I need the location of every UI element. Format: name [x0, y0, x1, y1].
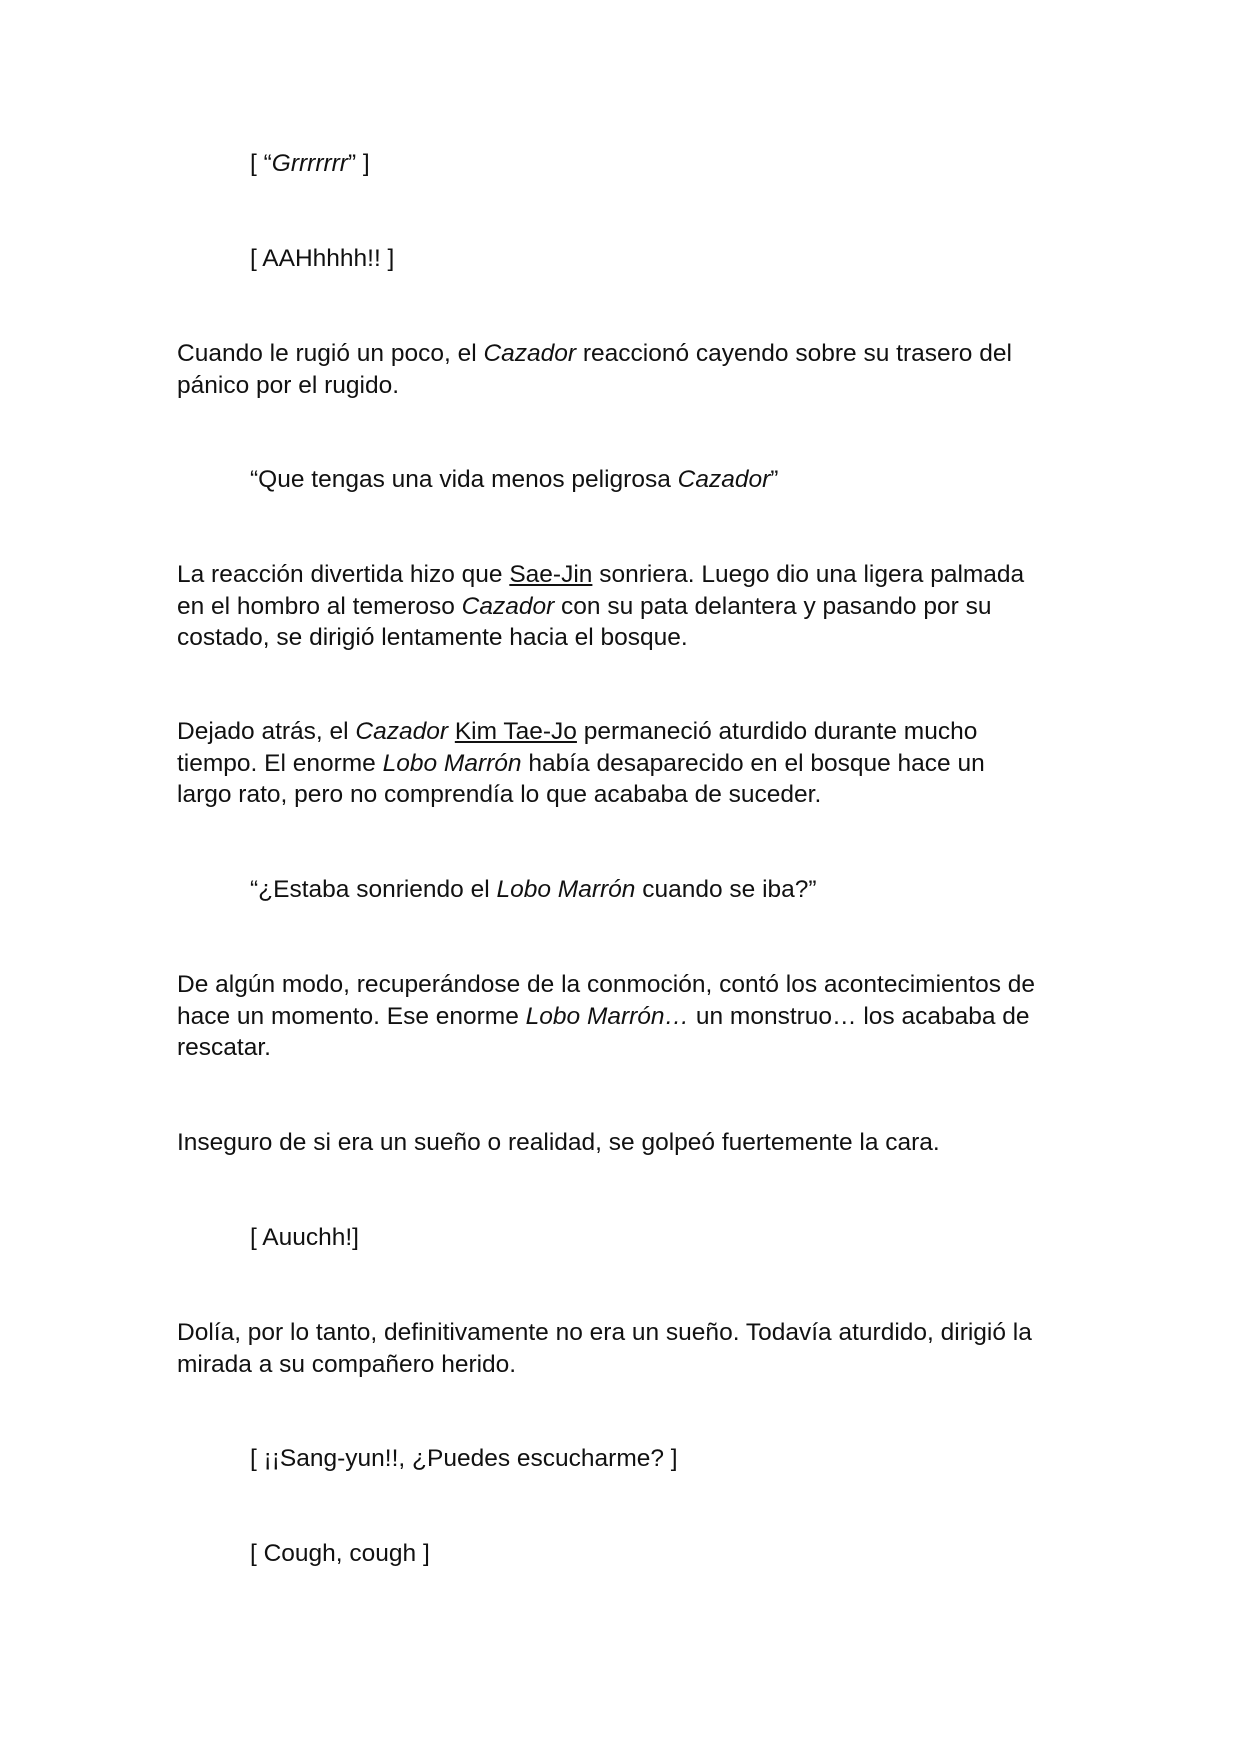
paragraph-line: costado, se dirigió lentamente hacia el bosque. [177, 624, 688, 651]
paragraph-line: Cuando le rugió un poco, el Cazador reaccionó cayendo sobre su trasero del [177, 340, 1012, 367]
paragraph-line: rescatar. [177, 1034, 271, 1061]
dialogue-ouch: [ Auuchh!] [250, 1224, 359, 1251]
dialogue-scream: [ AAHhhhh!! ] [250, 245, 395, 272]
paragraph-line: hace un momento. Ese enorme Lobo Marrón… un monstruo… los acababa de [177, 1002, 1030, 1030]
dialogue-sang-yun: [ ¡¡Sang-yun!!, ¿Puedes escucharme? ] [250, 1445, 678, 1472]
paragraph-recovering [177, 969, 1077, 1064]
paragraph-line: pánico por el rugido. [177, 371, 400, 399]
paragraph-line: De algún modo, recuperándose de la conmoción, contó los acontecimientos de [177, 971, 1036, 998]
paragraph-line: La reacción divertida hizo que Sae-Jin sonriera. Luego dio una ligera palmada [177, 561, 1025, 588]
paragraph-line: Inseguro de si era un sueño o realidad, se golpeó fuertemente la cara. [177, 1129, 940, 1156]
paragraph-line: Dejado atrás, el Cazador Kim Tae-Jo permaneció aturdido durante mucho [177, 718, 978, 745]
paragraph-line: mirada a su compañero herido. [177, 1350, 517, 1378]
dialogue-cough: [ Cough, cough ] [250, 1540, 430, 1567]
paragraph-dream-or-reality [177, 1127, 1077, 1159]
paragraph-line: Dolía, por lo tanto, definitivamente no era un sueño. Todavía aturdido, dirigió la [177, 1319, 1032, 1346]
name-kim-tae-jo: Kim Tae-Jo [454, 718, 577, 745]
paragraph-not-a-dream [177, 1317, 1077, 1380]
name-sae-jin: Sae-Jin [509, 561, 593, 588]
dialogue-growl: [ “Grrrrrrr” ] [250, 150, 370, 177]
paragraph-kim-tae-jo [177, 716, 1077, 811]
paragraph-line: en el hombro al temeroso Cazador con su pata delantera y pasando por su [177, 592, 992, 620]
paragraph-hunter-falls [177, 338, 1077, 401]
paragraph-line: tiempo. El enorme Lobo Marrón había desaparecido en el bosque hace un [177, 749, 985, 777]
dialogue-farewell: “Que tengas una vida menos peligrosa Cazador” [250, 466, 779, 493]
dialogue-was-smiling: “¿Estaba sonriendo el Lobo Marrón cuando se iba?” [250, 876, 817, 903]
paragraph-line: largo rato, pero no comprendía lo que acababa de suceder. [177, 781, 822, 808]
paragraph-sae-jin-smiles [177, 559, 1077, 654]
